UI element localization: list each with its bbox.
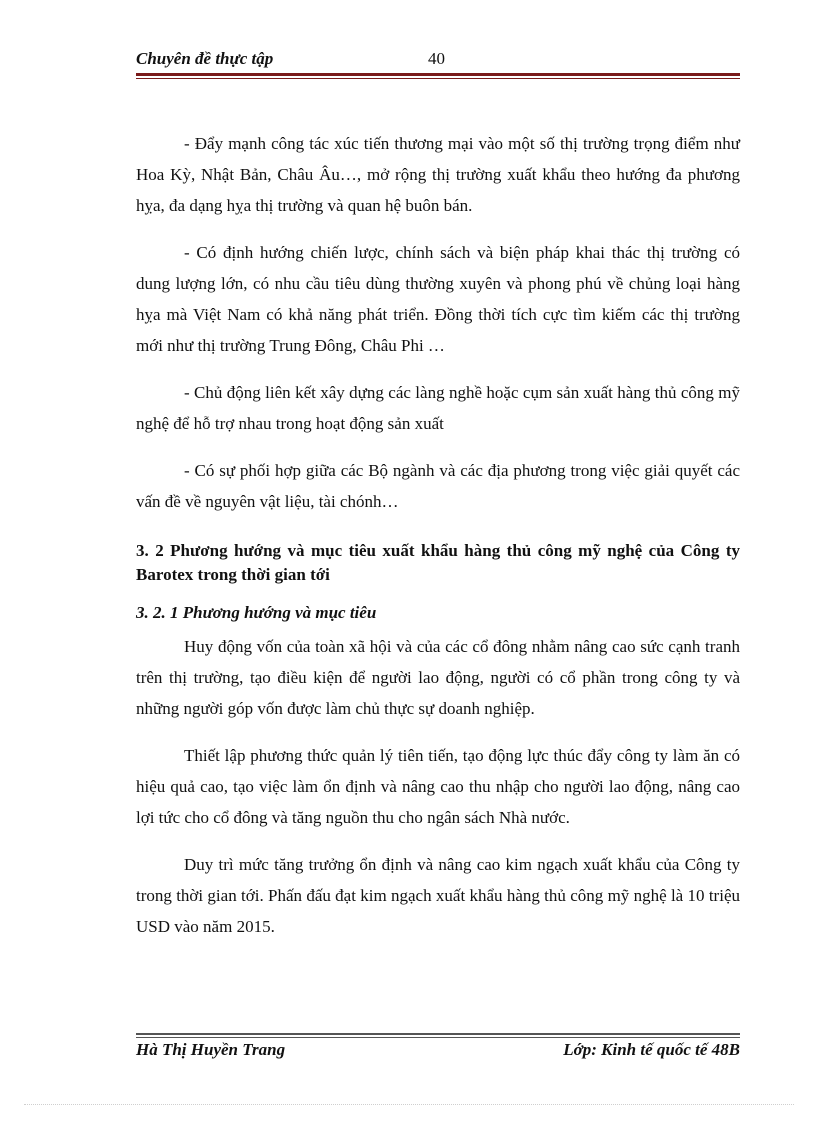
page-header (136, 47, 740, 73)
paragraph-4: - Có sự phối hợp giữa các Bộ ngành và các địa phương trong việc giải quyết các vấn đề về nguyên vật liệu, tài chónh… (136, 461, 740, 511)
section-heading: 3. 2 Phương hướng và mục tiêu xuất khẩu hàng thủ công mỹ nghệ của Công ty Barotex trong thời gian tới (136, 541, 740, 584)
footer-rule-thick (136, 1033, 740, 1035)
page-footer (136, 1040, 740, 1066)
header-title: Chuyên đề thực tập (136, 49, 274, 68)
paragraph-2: - Có định hướng chiến lược, chính sách và biện pháp khai thác thị trường có dung lượng lớn, có nhu cầu tiêu dùng thường xuyên và phong phú về chủng loại hàng hỵa mà Việt Nam có khả năng phát triển. Đồng thời tích cực tìm kiếm các thị trường mới như thị trường Trung Đông, Châu Phi … (136, 243, 740, 355)
subsection-heading: 3. 2. 1 Phương hướng và mục tiêu (136, 603, 377, 622)
subsection-paragraph-1: Huy động vốn của toàn xã hội và của các cổ đông nhằm nâng cao sức cạnh tranh trên thị trường, tạo điều kiện để người lao động, người có cổ phần trong công ty và những người góp vốn được làm chủ thực sự doanh nghiệp. (136, 637, 740, 718)
header-rule-thick (136, 73, 740, 76)
header-rule-thin (136, 78, 740, 79)
page-number: 40 (428, 49, 445, 68)
subsection-paragraph-2: Thiết lập phương thức quản lý tiên tiến, tạo động lực thúc đẩy công ty làm ăn có hiệu quả cao, tạo việc làm ổn định và nâng cao thu nhập cho người lao động, nâng cao lợi tức cho cổ đông và tăng nguồn thu cho ngân sách Nhà nước. (136, 746, 740, 827)
footer-rule-thin (136, 1037, 740, 1038)
paragraph-1: - Đẩy mạnh công tác xúc tiến thương mại vào một số thị trường trọng điểm như Hoa Kỳ, Nhật Bản, Châu Âu…, mở rộng thị trường xuất khẩu theo hướng đa phương hỵa, đa dạng hỵa thị trường và quan hệ buôn bán. (136, 134, 740, 215)
page-edge-divider (24, 1104, 794, 1105)
footer-author: Hà Thị Huyền Trang (136, 1040, 286, 1059)
paragraph-3: - Chủ động liên kết xây dựng các làng nghề hoặc cụm sản xuất hàng thủ công mỹ nghệ để hỗ trợ nhau trong hoạt động sản xuất (136, 383, 740, 433)
subsection-paragraph-3: Duy trì mức tăng trưởng ổn định và nâng cao kim ngạch xuất khẩu của Công ty trong thời gian tới. Phấn đấu đạt kim ngạch xuất khẩu hàng thủ công mỹ nghệ là 10 triệu USD vào năm 2015. (136, 855, 740, 936)
footer-class: Lớp: Kinh tế quốc tế 48B (563, 1040, 740, 1059)
main-content (136, 128, 740, 942)
